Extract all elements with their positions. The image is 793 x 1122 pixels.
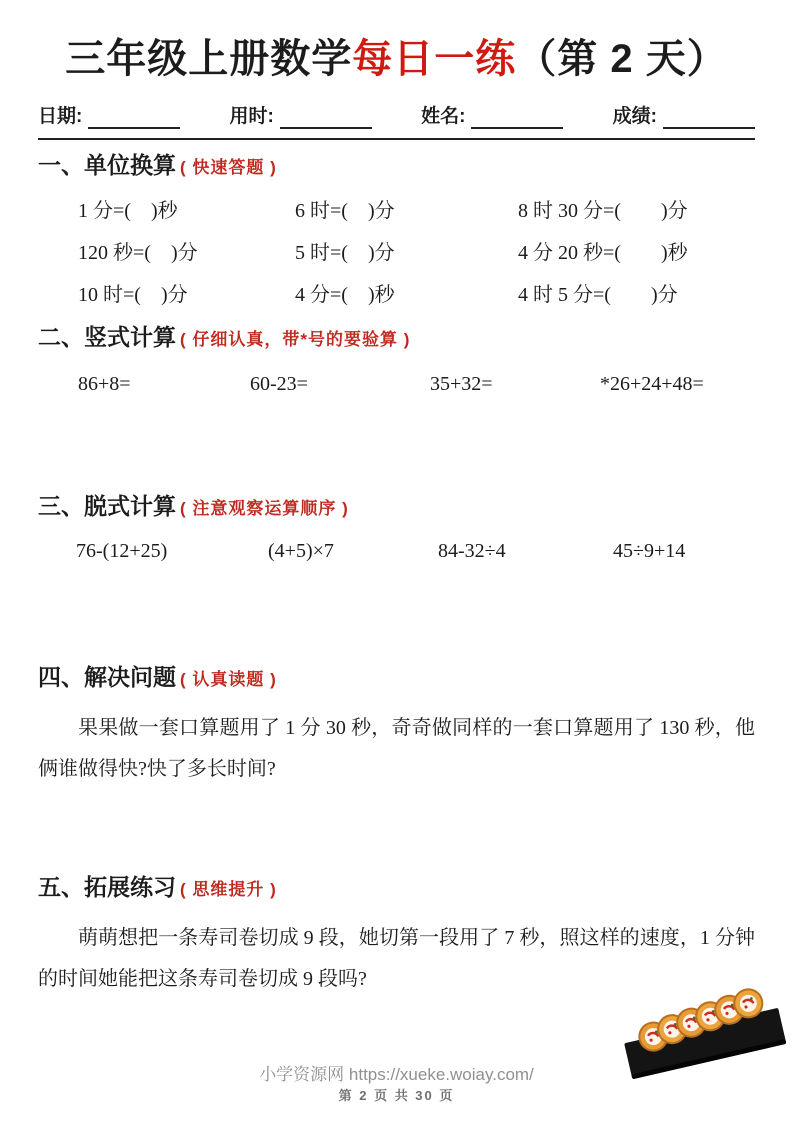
section-heading-text: 四、解决问题	[38, 664, 176, 690]
problem-cell: 4 时 5 分=( )分	[518, 284, 678, 306]
meta-field-date	[38, 105, 180, 129]
score-blank	[663, 107, 755, 129]
footer-site-url: 小学资源网 https://xueke.woiay.com/	[259, 1065, 534, 1084]
section-hint: ( 仔细认真，带*号的要验算 )	[180, 330, 411, 349]
problem-cell: 6 时=( )分	[295, 200, 395, 222]
section-heading	[38, 871, 755, 906]
problem-cell: 10 时=( )分	[78, 284, 188, 306]
header-divider	[38, 138, 755, 140]
problem-cell: 86+8=	[78, 373, 131, 395]
section-heading	[38, 321, 755, 356]
problem-cell: (4+5)×7	[268, 540, 334, 562]
column-calculation-row	[78, 372, 755, 396]
problem-cell: 84-32÷4	[438, 540, 506, 562]
section-hint: ( 快速答题 )	[180, 158, 277, 177]
date-label: 日期:	[38, 106, 83, 127]
problem-cell: 8 时 30 分=( )分	[518, 200, 688, 222]
title-day-number: （第 2 天）	[516, 37, 728, 81]
step-calculation-row	[76, 539, 755, 563]
section-hint: ( 思维提升 )	[180, 880, 277, 899]
problem-cell: 4 分 20 秒=( )秒	[518, 242, 688, 264]
section-step-calculation	[38, 490, 755, 661]
problem-cell: 120 秒=( )分	[78, 242, 198, 264]
name-blank	[471, 107, 563, 129]
section-heading-text: 二、竖式计算	[38, 324, 176, 350]
unit-conversion-grid	[78, 190, 755, 316]
problem-cell: 1 分=( )秒	[78, 200, 178, 222]
problem-cell: 35+32=	[430, 373, 493, 395]
score-label: 成绩:	[612, 106, 657, 127]
section-heading-text: 五、拓展练习	[38, 874, 176, 900]
time-used-label: 用时:	[229, 106, 274, 127]
time-used-blank	[280, 107, 372, 129]
problem-cell: 76-(12+25)	[76, 540, 168, 562]
date-blank	[88, 107, 180, 129]
extension-problem-text: 萌萌想把一条寿司卷切成 9 段，她切第一段用了 7 秒，照这样的速度，1 分钟的时间她能把这条寿司卷切成 9 段吗?	[38, 927, 755, 990]
problem-cell: 45÷9+14	[613, 540, 686, 562]
section-hint: ( 认真读题 )	[180, 670, 277, 689]
footer-page-number: 第 2 页 共 30 页	[338, 1088, 455, 1103]
section-column-calculation	[38, 321, 755, 490]
work-space	[38, 396, 755, 490]
meta-field-time-used	[230, 105, 372, 129]
problem-cell: 4 分=( )秒	[295, 284, 395, 306]
meta-field-name	[421, 105, 563, 129]
problem-cell: *26+24+48=	[600, 373, 704, 395]
page-title	[38, 30, 755, 88]
section-extension-exercise	[38, 871, 755, 1000]
section-heading	[38, 661, 755, 696]
page-footer	[0, 1064, 793, 1106]
section-unit-conversion	[38, 149, 755, 316]
section-heading-text: 一、单位换算	[38, 152, 176, 178]
work-space	[38, 790, 755, 871]
word-problem-text: 果果做一套口算题用了 1 分 30 秒，奇奇做同样的一套口算题用了 130 秒，他俩谁做得快?快了多长时间?	[38, 717, 755, 780]
title-daily-practice: 每日一练	[352, 37, 517, 81]
name-label: 姓名:	[421, 106, 466, 127]
section-hint: ( 注意观察运算顺序 )	[180, 499, 349, 518]
problem-cell: 60-23=	[250, 373, 308, 395]
section-word-problem	[38, 661, 755, 871]
meta-row	[38, 103, 755, 129]
problem-cell: 5 时=( )分	[295, 242, 395, 264]
section-heading	[38, 149, 755, 184]
section-heading	[38, 490, 755, 525]
work-space	[38, 563, 755, 661]
title-grade-subject: 三年级上册数学	[65, 37, 353, 81]
section-heading-text: 三、脱式计算	[38, 493, 176, 519]
meta-field-score	[613, 105, 755, 129]
